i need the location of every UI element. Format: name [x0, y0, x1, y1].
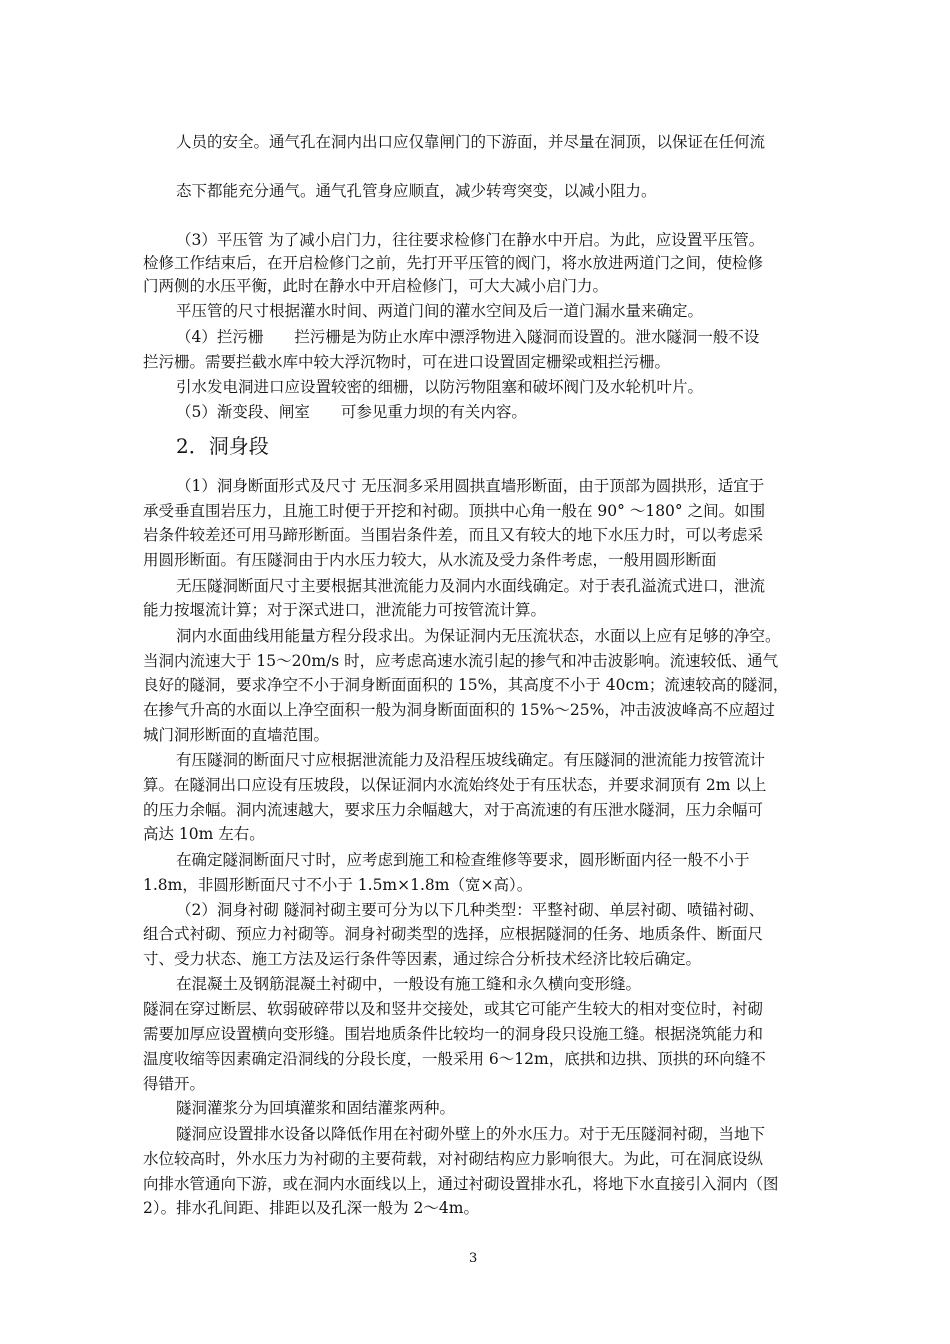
text-line: 2）。排水孔间距、排距以及孔深一般为 2～4m。	[143, 1199, 479, 1217]
text-line: 水位较高时，外水压力为衬砌的主要荷载，对衬砌结构应力影响很大。为此，可在洞底设纵	[143, 1150, 764, 1168]
text-line: 在掺气升高的水面以上净空面积一般为洞身断面面积的 15%～25%，冲击波波峰高不应超过	[143, 701, 775, 719]
page-number: 3	[469, 1251, 478, 1266]
text-line: 引水发电洞进口应设置较密的细栅，以防污物阻塞和破坏阀门及水轮机叶片。	[176, 378, 704, 396]
text-line: 温度收缩等因素确定沿洞线的分段长度，一般采用 6～12m，底拱和边拱、顶拱的环向缝不	[143, 1050, 766, 1068]
text-line: 洞内水面曲线用能量方程分段求出。为保证洞内无压流状态，水面以上应有足够的净空。	[176, 627, 781, 645]
text-line: 岩条件较差还可用马蹄形断面。当围岩条件差，而且又有较大的地下水压力时，可以考虑采	[143, 526, 764, 544]
text-line: 需要加厚应设置横向变形缝。围岩地质条件比较均一的洞身段只设施工缝。根据浇筑能力和	[143, 1025, 764, 1043]
text-line: 城门洞形断面的直墙范围。	[143, 726, 330, 744]
text-line: 承受垂直围岩压力，且施工时便于开挖和衬砌。顶拱中心角一般在 90° ～180° 之间。如围	[143, 502, 766, 520]
text-line: （3）平压管 为了减小启门力，往往要求检修门在静水中开启。为此，应设置平压管。	[176, 231, 765, 249]
text-line: 拦污栅。需要拦截水库中较大浮沉物时，可在进口设置固定栅梁或粗拦污栅。	[143, 353, 671, 371]
text-line: 良好的隧洞，要求净空不小于洞身断面面积的 15%，其高度不小于 40cm；流速较高的隧洞，	[143, 676, 789, 694]
text-line: （2）洞身衬砌 隧洞衬砌主要可分为以下几种类型：平整衬砌、单层衬砌、喷锚衬砌、	[176, 901, 765, 919]
text-line: 态下都能充分通气。通气孔管身应顺直，减少转弯突变，以减小阻力。	[176, 182, 657, 200]
text-line: 算。在隧洞出口应设有压坡段，以保证洞内水流始终处于有压状态，并要求洞顶有 2m 以上	[143, 776, 767, 794]
text-line: （5）渐变段、闸室 可参见重力坝的有关内容。	[176, 403, 527, 421]
text-line: 的压力余幅。洞内流速越大，要求压力余幅越大，对于高流速的有压泄水隧洞，压力余幅可	[143, 801, 764, 819]
text-line: 能力按堰流计算；对于深式进口，泄流能力可按管流计算。	[143, 601, 547, 619]
section-heading: 2．洞身段	[176, 434, 269, 458]
text-line: 1.8m，非圆形断面尺寸不小于 1.5m×1.8m（宽×高）。	[143, 876, 533, 894]
text-line: 高达 10m 左右。	[143, 825, 265, 843]
text-line: 隧洞应设置排水设备以降低作用在衬砌外壁上的外水压力。对于无压隧洞衬砌，当地下	[176, 1125, 766, 1143]
text-line: 当洞内流速大于 15～20m/s 时，应考虑高速水流引起的掺气和冲击波影响。流速较低、通气	[143, 652, 779, 670]
text-line: （4）拦污栅 拦污栅是为防止水库中漂浮物进入隧洞而设置的。泄水隧洞一般不设	[176, 328, 760, 346]
text-line: 向排水管通向下游，或在洞内水面线以上，通过衬砌设置排水孔，将地下水直接引入洞内（图	[143, 1175, 779, 1193]
text-line: 在混凝土及钢筋混凝土衬砌中，一般设有施工缝和永久横向变形缝。	[176, 975, 642, 993]
text-line: 平压管的尺寸根据灌水时间、两道门间的灌水空间及后一道门漏水量来确定。	[176, 302, 704, 320]
text-line: 人员的安全。通气孔在洞内出口应仅靠闸门的下游面，并尽量在洞顶，以保证在任何流	[176, 133, 766, 151]
text-line: （1）洞身断面形式及尺寸 无压洞多采用圆拱直墙形断面，由于顶部为圆拱形，适宜于	[176, 477, 765, 495]
text-line: 隧洞灌浆分为回填灌浆和固结灌浆两种。	[176, 1099, 456, 1117]
text-line: 组合式衬砌、预应力衬砌等。洞身衬砌类型的选择，应根据隧洞的任务、地质条件、断面尺	[143, 925, 764, 943]
text-line: 检修工作结束后，在开启检修门之前，先打开平压管的阀门，将水放进两道门之间，使检修	[143, 254, 764, 272]
text-line: 在确定隧洞断面尺寸时，应考虑到施工和检查维修等要求，圆形断面内径一般不小于	[176, 851, 750, 869]
text-line: 隧洞在穿过断层、软弱破碎带以及和竖井交接处，或其它可能产生较大的相对变位时，衬砌	[143, 1000, 764, 1018]
text-line: 得错开。	[143, 1075, 206, 1093]
text-line: 寸、受力状态、施工方法及运行条件等因素，通过综合分析技术经济比较后确定。	[143, 950, 702, 968]
text-line: 用圆形断面。有压隧洞由于内水压力较大，从水流及受力条件考虑，一般用圆形断面	[143, 551, 717, 569]
text-line: 无压隧洞断面尺寸主要根据其泄流能力及洞内水面线确定。对于表孔溢流式进口，泄流	[176, 577, 766, 595]
text-line: 有压隧洞的断面尺寸应根据泄流能力及沿程压坡线确定。有压隧洞的泄流能力按管流计	[176, 751, 766, 769]
text-line: 门两侧的水压平衡，此时在静水中开启检修门，可大大减小启门力。	[143, 277, 609, 295]
